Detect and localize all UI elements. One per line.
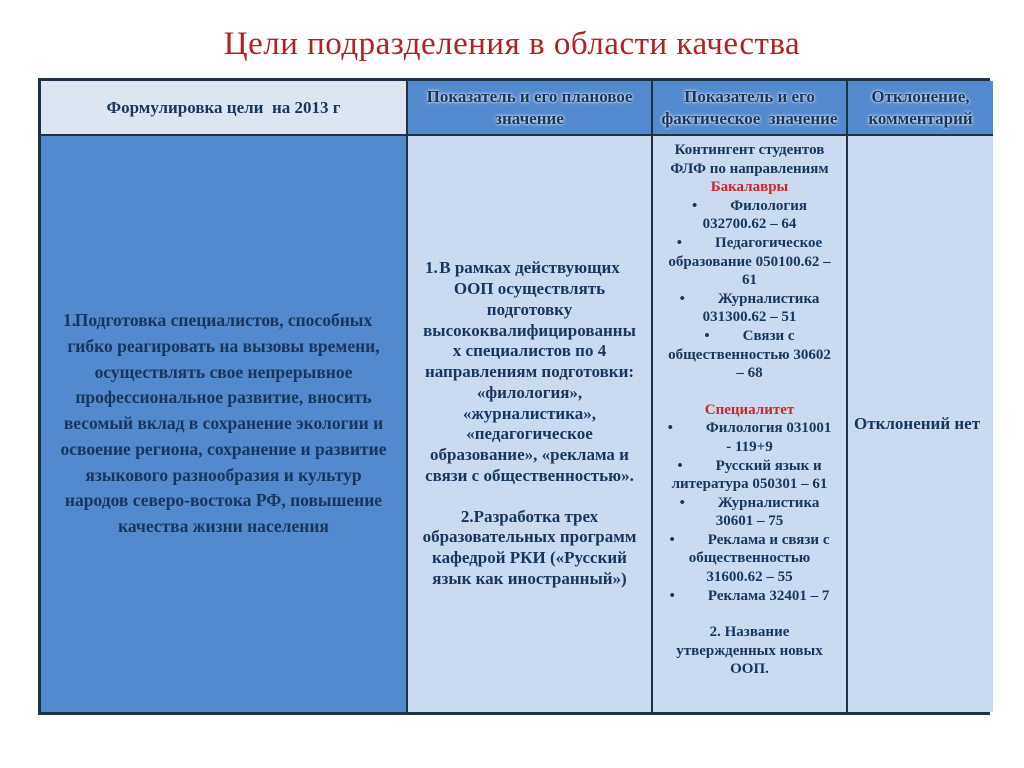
list-item-text: Реклама 32401 – 7	[707, 587, 830, 604]
list-item	[665, 587, 834, 606]
plan-item-1	[421, 258, 638, 486]
bullet-icon: •	[704, 327, 710, 344]
list-item-text: Журналистика 30601 – 75	[715, 494, 820, 530]
deviation-text: Отклонений нет	[854, 413, 981, 433]
goal-item-text: Подготовка специалистов, способных гибко реагировать на вызовы времени, осуществлять свое непрерывное профессиональное развитие, вносить весомый вклад в сохранение экологии и освоение региона, сохранение и развитие языкового разнообразия и культур народов северо-востока РФ, повышение качества жизни населения	[60, 310, 387, 537]
list-item-text: Журналистика 031300.62 – 51	[702, 290, 820, 326]
page-title: Цели подразделения в области качества	[223, 26, 801, 62]
list-item	[665, 531, 834, 587]
quality-goals-table	[38, 78, 990, 715]
paragraph-spacer	[665, 383, 834, 401]
plan-item-2-text: 2.Разработка трех образовательных программ кафедрой РКИ («Русский язык как иностранный»)	[422, 506, 637, 588]
list-item	[665, 197, 834, 234]
header-deviation: Отклонение, комментарий	[848, 81, 993, 136]
plan-item-1-text: В рамках действующих ООП осуществлять подготовку высококвалифицированных специалистов по 4 направлениям подготовки: «филология», «журналистика», «педагогическое образование», «реклама и связи с общественностью».	[423, 258, 636, 485]
paragraph-spacer	[665, 605, 834, 623]
header-fact: Показатель и его фактическое значение	[653, 81, 848, 136]
list-item	[665, 234, 834, 290]
plan-item-1-number: 1.	[425, 258, 438, 278]
bachelors-label: Бакалавры	[710, 179, 789, 196]
list-item-text: Связи с общественностью 30602 – 68	[668, 327, 831, 382]
specialists-label: Специалитет	[704, 401, 795, 418]
bullet-icon: •	[677, 457, 683, 474]
bullet-icon: •	[669, 531, 675, 548]
bullet-icon: •	[679, 494, 685, 511]
bullet-icon: •	[669, 587, 675, 604]
bullet-icon: •	[667, 420, 673, 437]
plan-cell	[408, 136, 653, 712]
goal-item	[59, 308, 388, 539]
list-item-text: Филология 031001 - 119+9	[705, 420, 832, 455]
list-item	[665, 290, 834, 327]
list-item-text: Филология 032700.62 – 64	[702, 197, 807, 233]
bullet-icon: •	[676, 234, 683, 251]
list-item	[665, 327, 834, 383]
list-item	[665, 457, 834, 494]
header-goal: Формулировка цели на 2013 г	[41, 81, 408, 136]
deviation-cell	[848, 136, 993, 712]
header-plan: Показатель и его плановое значение	[408, 81, 653, 136]
list-item	[665, 419, 834, 456]
list-item-text: Русский язык и литература 050301 – 61	[671, 457, 828, 493]
paragraph-spacer	[421, 487, 638, 507]
goal-cell	[41, 136, 408, 712]
bullet-icon: •	[679, 290, 685, 307]
fact-outro: 2. Название утвержденных новых ООП.	[676, 624, 823, 678]
list-item-text: Реклама и связи с общественностью 31600.62 – 55	[688, 531, 830, 586]
list-item-text: Педагогическое образование 050100.62 – 61	[668, 234, 831, 289]
list-item	[665, 494, 834, 531]
fact-intro: Контингент студентов ФЛФ по направлениям	[670, 142, 829, 177]
goal-item-number: 1.	[63, 310, 77, 331]
bullet-icon: •	[692, 197, 698, 214]
fact-cell	[653, 136, 848, 712]
